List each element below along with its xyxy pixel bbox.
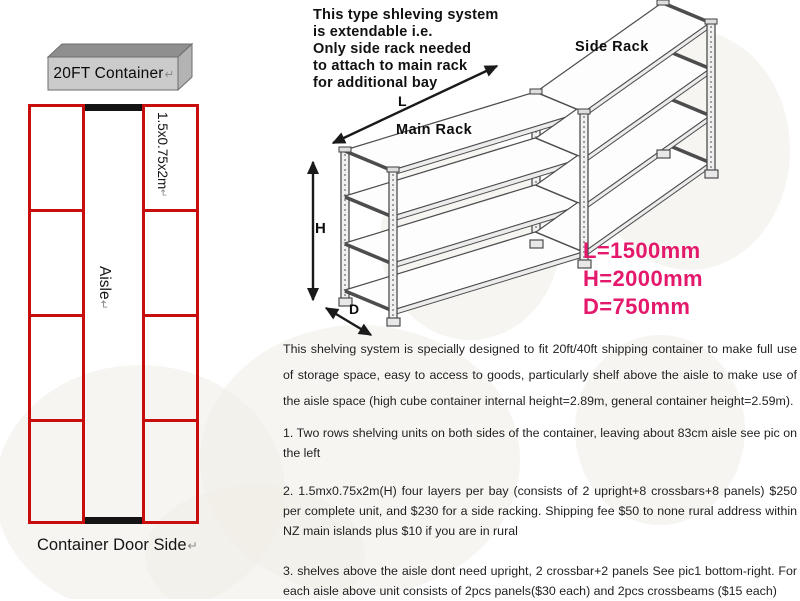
note-line: is extendable i.e. [313, 24, 433, 40]
plan-door-bar [85, 517, 142, 524]
plan-divider [31, 419, 82, 422]
description [283, 336, 797, 601]
plan-end-wall [85, 104, 142, 111]
paragraph-mark: ↵ [157, 189, 168, 198]
note-line: to attach to main rack [313, 58, 468, 74]
plan-divider [31, 209, 82, 212]
plan-aisle-label [95, 266, 113, 309]
height-letter: H [315, 220, 326, 237]
plan-aisle-text: Aisle [96, 266, 113, 300]
plan-unit-dimension [155, 112, 170, 198]
paragraph-mark: ↵ [187, 539, 198, 553]
dimension-line: D=750mm [583, 294, 691, 319]
paragraph-mark: ↵ [164, 67, 175, 81]
plan-divider [145, 314, 196, 317]
plan-caption [37, 536, 198, 555]
paragraph-mark: ↵ [97, 299, 111, 310]
depth-letter: D [349, 301, 360, 317]
note-line: This type shleving system [313, 7, 499, 23]
dimension-line: H=2000mm [583, 266, 703, 291]
plan-divider [145, 419, 196, 422]
main-rack-label: Main Rack [396, 122, 473, 138]
description-intro: This shelving system is specially designed to fit 20ft/40ft shipping container to make full use of storage space, easy to access to goods, particularly shelf above the aisle to make use of the aisle space (high cube container internal height=2.89m, general container height=2.59m). [283, 342, 797, 408]
description-item-3: 3. shelves above the aisle dont need upright, 2 crossbar+2 panels See pic1 bottom-right. For each aisle above unit consists of 2pcs panels($30 each) and 2pcs crossbeams ($15 each) [283, 564, 797, 598]
container-box-label [50, 59, 178, 89]
note-line: Only side rack needed [313, 41, 472, 57]
plan-divider [31, 314, 82, 317]
plan-divider [145, 209, 196, 212]
side-rack-label: Side Rack [575, 39, 649, 55]
plan-aisle-wall-left [82, 104, 85, 524]
plan-unit-dimension-text: 1.5x0.75x2m [155, 112, 170, 190]
dimension-line: L=1500mm [583, 238, 701, 263]
note-line: for additional bay [313, 75, 438, 91]
description-item-1: 1. Two rows shelving units on both sides of the container, leaving about 83cm aisle see pic on the left [283, 426, 797, 460]
rack-dimensions [583, 237, 703, 321]
length-letter: L [398, 93, 407, 109]
plan-caption-text: Container Door Side [37, 536, 187, 554]
container-box-text: 20FT Container [53, 65, 164, 82]
extendable-note [313, 7, 499, 92]
description-item-2: 2. 1.5mx0.75x2m(H) four layers per bay (consists of 2 upright+8 crossbars+8 panels) $250 per complete unit, and $230 for a side racking. Shipping fee $50 to none rural address within NZ main islands plus $10 if you are in rural [283, 484, 797, 538]
